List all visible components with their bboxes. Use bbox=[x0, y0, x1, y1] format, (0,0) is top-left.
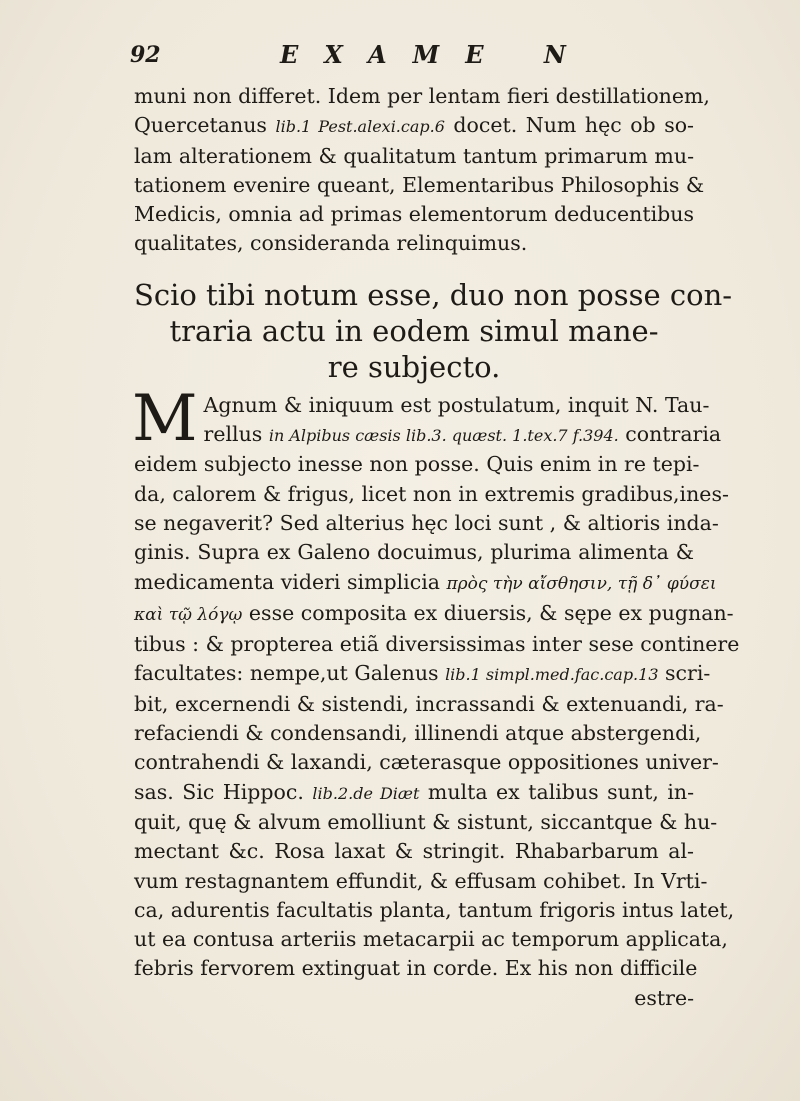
citation-reference: lib.1 simpl.med.fac.cap.13 bbox=[445, 665, 659, 685]
text-segment: Quercetanus bbox=[134, 113, 276, 138]
text-line: qualitates, consideranda relinquimus. bbox=[134, 231, 528, 256]
text-line: refaciendi & condensandi, illinendi atque abstergendi, bbox=[134, 721, 702, 746]
text-segment: medicamenta videri simplicia bbox=[134, 569, 447, 594]
text-segment: contraria bbox=[618, 422, 722, 447]
text-line bbox=[134, 568, 717, 599]
text-line: ginis. Supra ex Galeno docuimus, plurima alimenta & bbox=[134, 540, 694, 565]
text-line: tibus : & propterea etiã diversissimas inter sese continere bbox=[134, 632, 740, 657]
text-line: eidem subjecto inesse non posse. Quis enim in re tepi- bbox=[134, 452, 700, 477]
text-line bbox=[134, 778, 694, 808]
text-line: febris fervorem extinguat in corde. Ex his non difficile bbox=[134, 956, 698, 981]
text-line: re subjecto. bbox=[327, 349, 501, 384]
text-segment: multa ex talibus sunt, in- bbox=[419, 779, 695, 804]
text-line: traria actu in eodem simul mane- bbox=[169, 313, 659, 348]
section-heading bbox=[134, 277, 733, 385]
text-line bbox=[134, 659, 711, 689]
text-line: Medicis, omnia ad primas elementorum deducentibus bbox=[134, 202, 694, 227]
text-line: ca, adurentis facultatis planta, tantum frigoris intus latet, bbox=[134, 897, 735, 922]
text-segment: rellus bbox=[203, 422, 269, 447]
text-line: quit, quę & alvum emolliunt & sistunt, siccantque & hu- bbox=[134, 809, 718, 834]
text-line: Scio tibi notum esse, duo non posse con- bbox=[134, 277, 733, 312]
text-block bbox=[132, 82, 740, 1013]
citation-reference: lib.2.de Diæt bbox=[312, 783, 420, 803]
greek-phrase: πρὸς τὴν αἴσθησιν, τῇ δ᾽ φύσει bbox=[446, 573, 717, 594]
text-line bbox=[134, 111, 694, 141]
text-line: Agnum & iniquum est postulatum, inquit N. Tau- bbox=[203, 392, 710, 417]
text-line: mectant &c. Rosa laxat & stringit. Rhabarbarum al- bbox=[134, 839, 694, 864]
citation-reference: lib.1 Pest.alexi.cap.6 bbox=[275, 117, 445, 137]
text-line: contrahendi & laxandi, cæterasque oppositiones univer- bbox=[134, 750, 719, 775]
text-line: tationem evenire queant, Elementaribus Philosophis & bbox=[134, 172, 705, 197]
text-line bbox=[134, 420, 722, 450]
text-line: se negaverit? Sed alterius hęc loci sunt , & altioris inda- bbox=[134, 510, 719, 535]
page-number: 92 bbox=[130, 42, 161, 68]
drop-cap: M bbox=[132, 381, 198, 456]
text-segment: docet. Num hęc ob so- bbox=[444, 113, 694, 138]
citation-reference: in Alpibus cæsis lib.3. quæst. 1.tex.7 f.394. bbox=[268, 426, 619, 446]
text-line bbox=[134, 599, 734, 630]
running-head: EXAME N bbox=[280, 40, 592, 69]
text-line: vum restagnantem effundit, & effusam cohibet. In Vrti- bbox=[134, 868, 708, 893]
page-header bbox=[130, 40, 690, 76]
text-segment: esse composita ex diuersis, & sępe ex pugnan- bbox=[242, 600, 734, 625]
greek-phrase: καὶ τῷ λόγῳ bbox=[134, 604, 243, 625]
text-segment: sas. Sic Hippoc. bbox=[134, 779, 313, 804]
text-line: bit, excernendi & sistendi, incrassandi & extenuandi, ra- bbox=[134, 691, 724, 716]
text-line: ut ea contusa arteriis metacarpii ac temporum applicata, bbox=[134, 927, 728, 952]
text-segment: facultates: nempe,ut Galenus bbox=[134, 661, 446, 686]
catchword: estre- bbox=[634, 985, 694, 1010]
text-line: lam alterationem & qualitatum tantum primarum mu- bbox=[134, 143, 694, 168]
paragraph-1 bbox=[134, 82, 710, 259]
text-line: da, calorem & frigus, licet non in extremis gradibus,ines- bbox=[134, 481, 729, 506]
paragraph-2 bbox=[132, 381, 740, 1013]
text-segment: scri- bbox=[658, 661, 711, 686]
text-line: muni non differet. Idem per lentam fieri destillationem, bbox=[134, 84, 710, 108]
